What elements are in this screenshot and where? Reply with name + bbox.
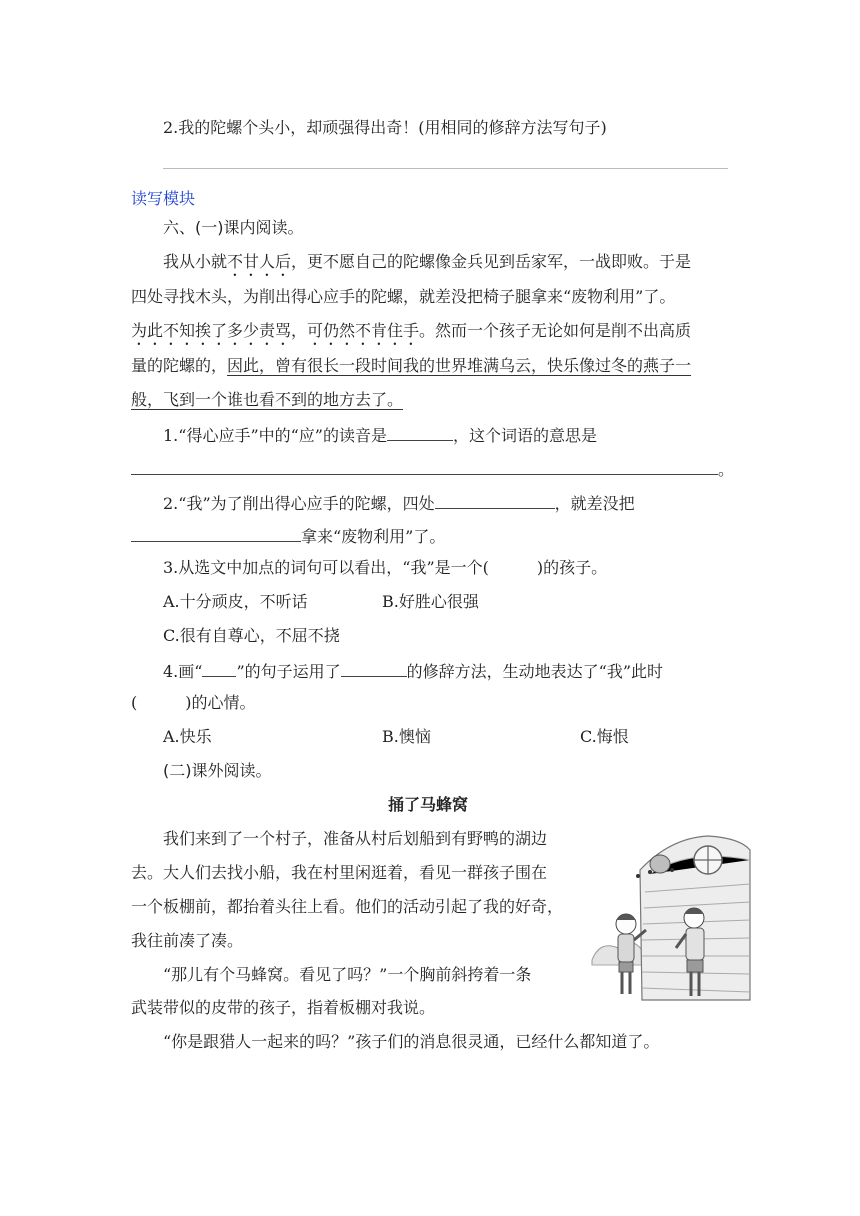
question-1: 1.“得心应手”中的“应”的读音是 ，这个词语的意思是 <box>163 426 598 445</box>
section-title: 读写模块 <box>131 189 196 208</box>
answer-blank[interactable] <box>131 525 301 542</box>
answer-blank[interactable] <box>341 660 407 677</box>
story-line-6: 武装带似的皮带的孩子，指着板棚对我说。 <box>131 998 436 1017</box>
passage-line-1: 我从小就不甘人后，更不愿自己的陀螺像金兵见到岳家军，一战即败。于是 <box>163 252 692 271</box>
story-line-4: 我往前凑了凑。 <box>131 931 244 950</box>
q3-option-b[interactable]: B.好胜心很强 <box>382 592 479 611</box>
q4-option-c[interactable]: C.悔恨 <box>580 727 629 746</box>
passage-line-4: 量的陀螺的，因此，曾有很长一段时间我的世界堆满乌云，快乐像过冬的燕子一 <box>131 356 692 375</box>
top-question: 2.我的陀螺个头小，却顽强得出奇！(用相同的修辞方法写句子) <box>163 118 607 137</box>
question-3: 3.从选文中加点的词句可以看出，“我”是一个( )的孩子。 <box>163 558 608 577</box>
question-1-line: 。 <box>131 458 734 480</box>
story-line-5: “那儿有个马蜂窝。看见了吗？”一个胸前斜挎着一条 <box>163 965 532 984</box>
part6b-heading: (二)课外阅读。 <box>163 761 272 780</box>
answer-blank[interactable] <box>387 424 453 441</box>
question-2: 2.“我”为了削出得心应手的陀螺，四处 ，就差没把 <box>163 494 635 513</box>
underline-sample <box>202 660 236 677</box>
passage-line-3: 为此不知挨了多少责骂，可仍然不肯住手。然而一个孩子无论如何是削不出高质 <box>131 321 692 340</box>
passage-line-2: 四处寻找木头，为削出得心应手的陀螺，就差没把椅子腿拿来“废物利用”了。 <box>131 287 676 306</box>
q3-option-c[interactable]: C.很有自尊心，不屈不挠 <box>163 626 340 645</box>
story-title: 捅了马蜂窝 <box>388 795 469 814</box>
answer-line[interactable] <box>163 168 728 169</box>
part6-heading: 六、(一)课内阅读。 <box>163 218 304 237</box>
story-line-7: “你是跟猎人一起来的吗？”孩子们的消息很灵通，已经什么都知道了。 <box>163 1032 660 1051</box>
question-2-line: 拿来“废物利用”了。 <box>131 525 445 547</box>
story-illustration <box>590 830 755 1008</box>
q3-option-a[interactable]: A.十分顽皮，不听话 <box>163 592 308 611</box>
question-4: 4.画“ ”的句子运用了 的修辞方法，生动地表达了“我”此时 <box>163 662 664 681</box>
answer-blank[interactable] <box>131 458 718 475</box>
question-4-line: ( )的心情。 <box>131 693 256 712</box>
story-line-3: 一个板棚前，都抬着头往上看。他们的活动引起了我的好奇， <box>131 897 564 916</box>
q4-option-b[interactable]: B.懊恼 <box>382 727 431 746</box>
story-line-1: 我们来到了一个村子，准备从村后划船到有野鸭的湖边 <box>163 829 548 848</box>
passage-line-5: 般，飞到一个谁也看不到的地方去了。 <box>131 390 404 409</box>
q4-option-a[interactable]: A.快乐 <box>163 727 212 746</box>
story-line-2: 去。大人们去找小船，我在村里闲逛着，看见一群孩子围在 <box>131 863 548 882</box>
answer-blank[interactable] <box>435 492 555 509</box>
shed-children-illustration <box>590 830 755 1008</box>
